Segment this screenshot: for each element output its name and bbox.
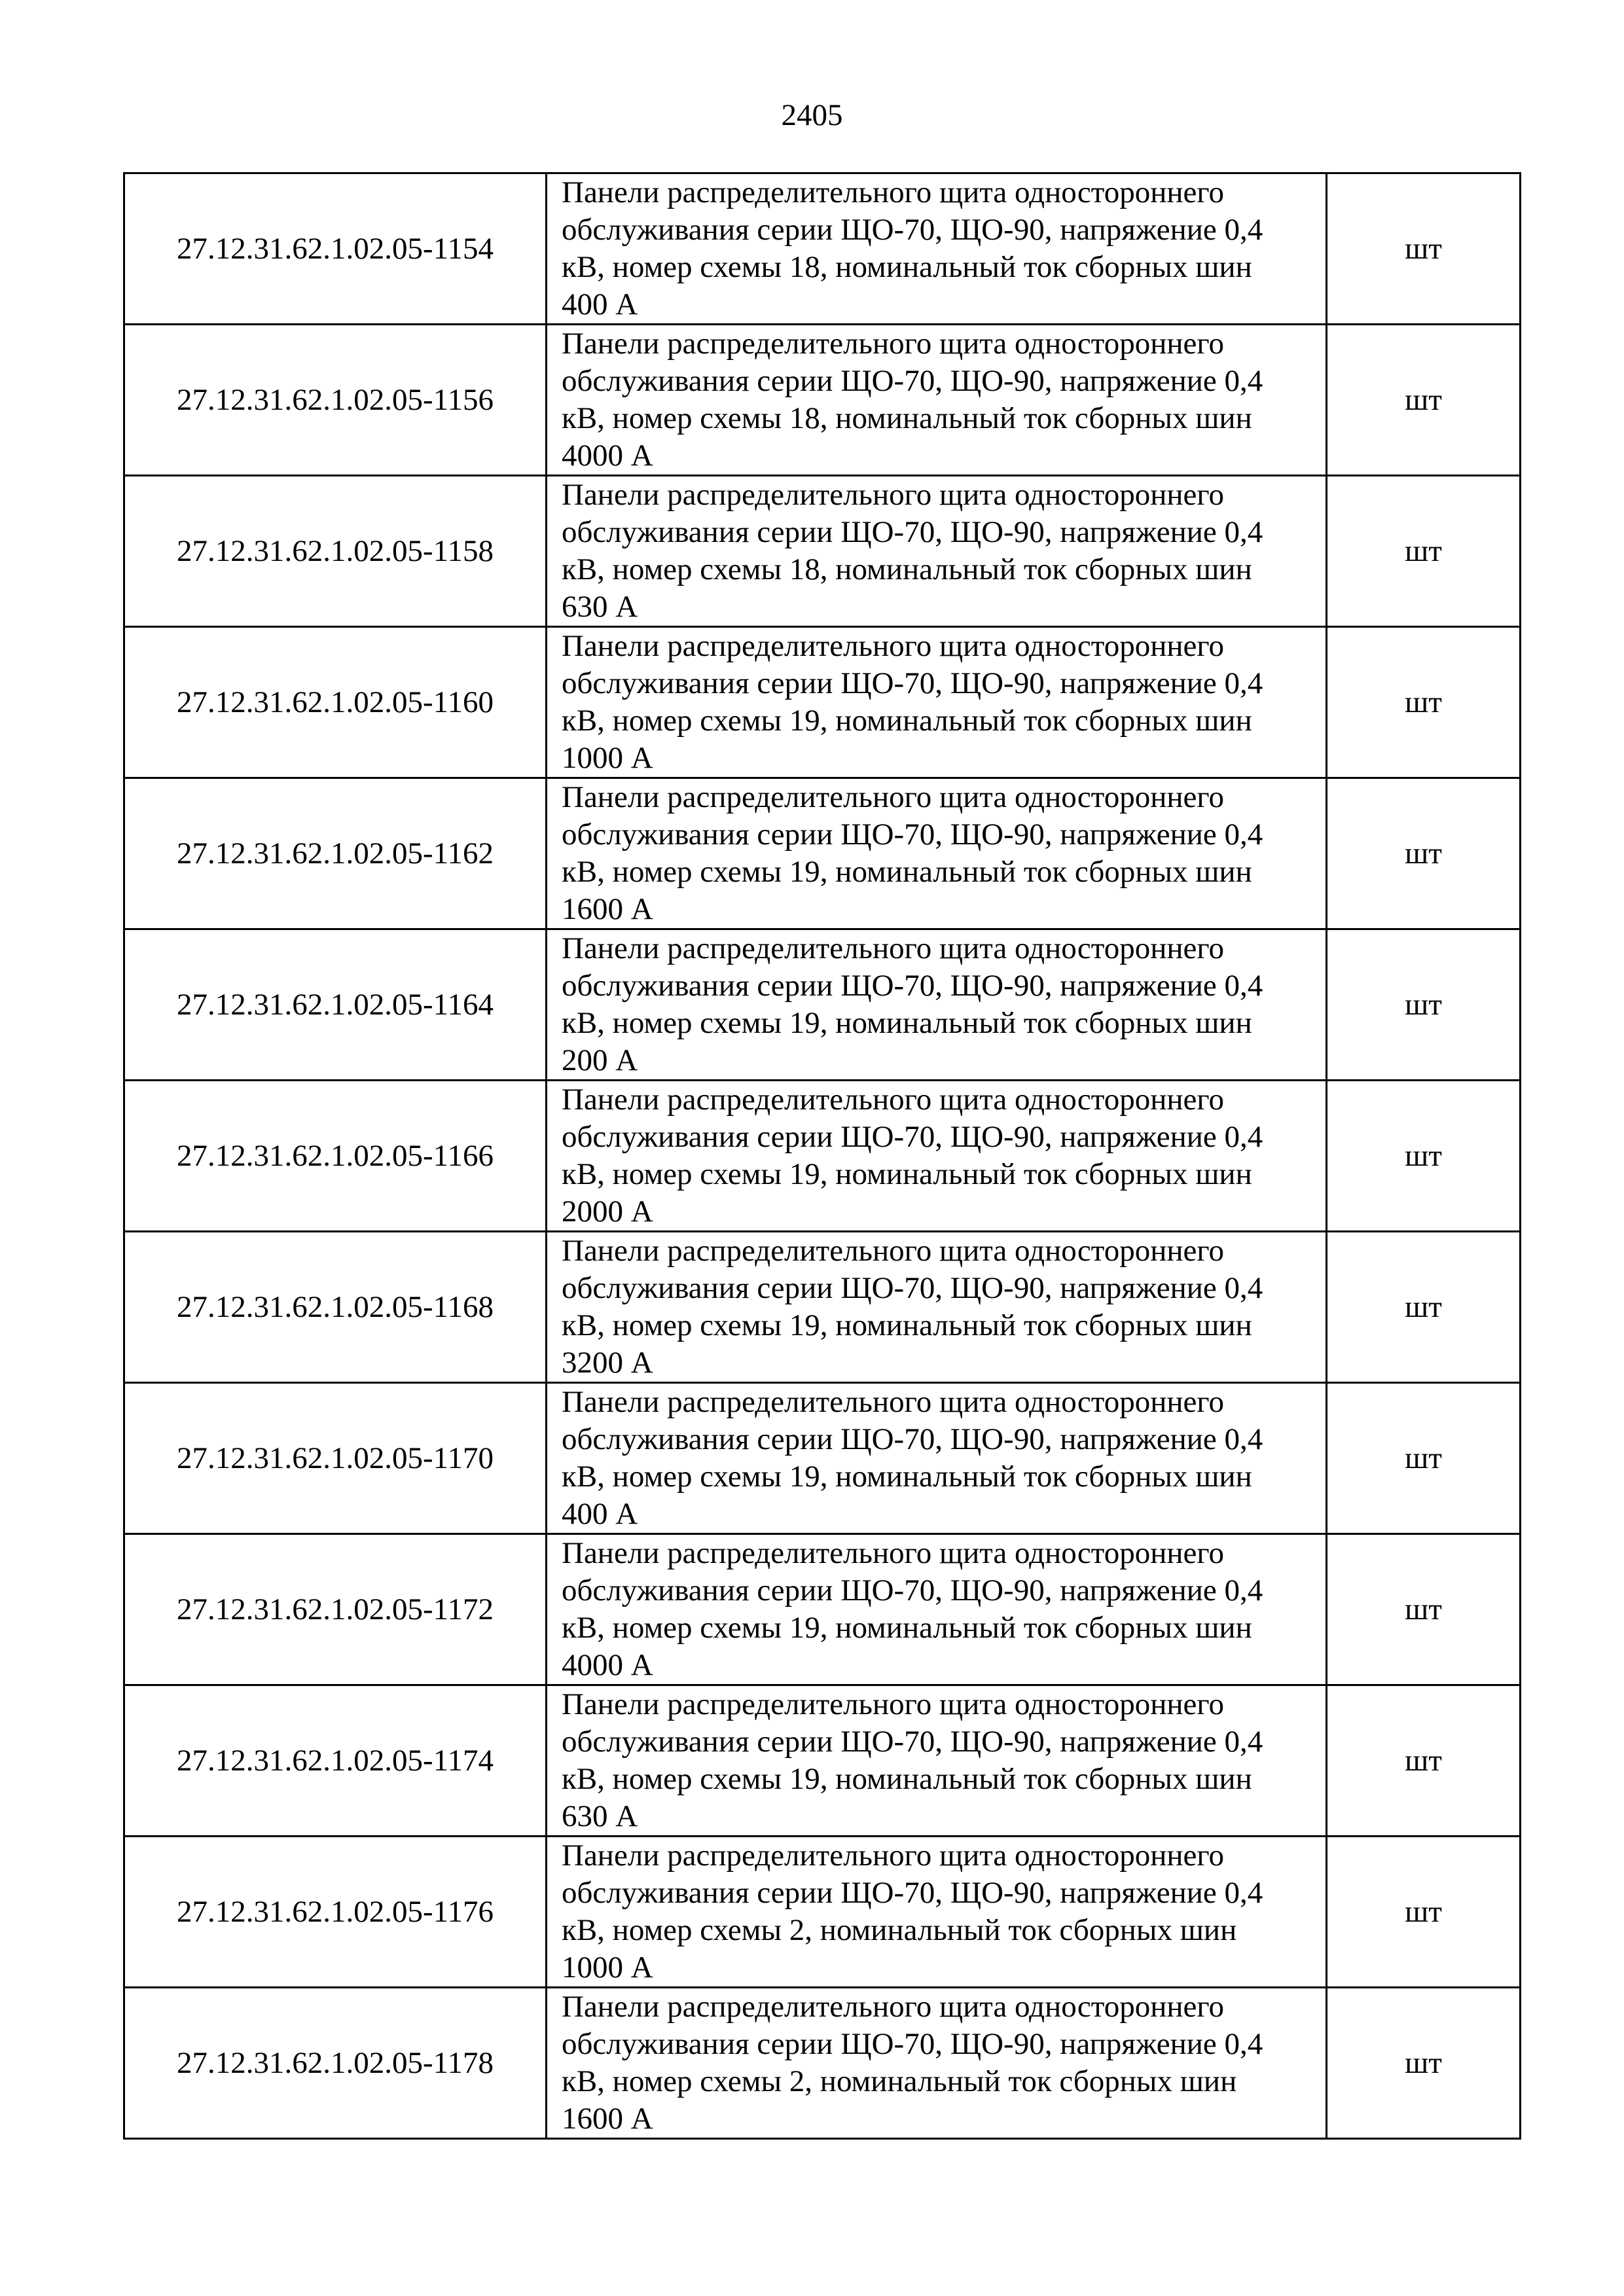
item-code: 27.12.31.62.1.02.05-1166: [124, 1081, 547, 1232]
item-code: 27.12.31.62.1.02.05-1168: [124, 1232, 547, 1383]
table-row: [124, 1837, 1521, 1988]
description-line: обслуживания серии ЩО-70, ЩО-90, напряжение 0,4: [562, 969, 1263, 1003]
item-unit: шт: [1327, 1534, 1521, 1685]
description-line: 1000 А: [562, 1950, 653, 1984]
item-code: 27.12.31.62.1.02.05-1176: [124, 1837, 547, 1988]
item-description: [547, 325, 1327, 476]
item-unit: шт: [1327, 325, 1521, 476]
description-line: кВ, номер схемы 18, номинальный ток сборных шин: [562, 552, 1252, 586]
page-number: 2405: [781, 98, 843, 132]
item-unit: шт: [1327, 929, 1521, 1081]
description-line: 3200 А: [562, 1346, 653, 1380]
description-line: кВ, номер схемы 19, номинальный ток сборных шин: [562, 1611, 1252, 1645]
description-line: обслуживания серии ЩО-70, ЩО-90, напряжение 0,4: [562, 515, 1263, 549]
description-line: обслуживания серии ЩО-70, ЩО-90, напряжение 0,4: [562, 666, 1263, 700]
description-line: кВ, номер схемы 2, номинальный ток сборных шин: [562, 1913, 1237, 1947]
item-unit: шт: [1327, 1837, 1521, 1988]
description-line: 1600 А: [562, 892, 653, 926]
item-description: [547, 1232, 1327, 1383]
description-line: обслуживания серии ЩО-70, ЩО-90, напряжение 0,4: [562, 1120, 1263, 1154]
item-unit: шт: [1327, 173, 1521, 325]
table-row: [124, 929, 1521, 1081]
item-code: 27.12.31.62.1.02.05-1164: [124, 929, 547, 1081]
item-description: [547, 1081, 1327, 1232]
description-line: Панели распределительного щита одностороннего: [562, 1385, 1224, 1419]
item-description: [547, 1988, 1327, 2139]
description-line: 1600 А: [562, 2102, 653, 2136]
price-table: [123, 172, 1521, 2140]
item-code: 27.12.31.62.1.02.05-1162: [124, 778, 547, 929]
description-line: Панели распределительного щита одностороннего: [562, 1536, 1224, 1570]
item-description: [547, 778, 1327, 929]
item-code: 27.12.31.62.1.02.05-1178: [124, 1988, 547, 2139]
table-row: [124, 173, 1521, 325]
item-unit: шт: [1327, 1685, 1521, 1837]
description-line: 200 А: [562, 1043, 638, 1077]
table-row: [124, 476, 1521, 627]
description-line: кВ, номер схемы 19, номинальный ток сборных шин: [562, 1006, 1252, 1040]
description-line: 400 А: [562, 1497, 638, 1531]
description-line: обслуживания серии ЩО-70, ЩО-90, напряжение 0,4: [562, 1725, 1263, 1759]
item-description: [547, 929, 1327, 1081]
item-code: 27.12.31.62.1.02.05-1172: [124, 1534, 547, 1685]
table-row: [124, 1534, 1521, 1685]
item-description: [547, 1685, 1327, 1837]
description-line: 400 А: [562, 287, 638, 321]
description-line: Панели распределительного щита одностороннего: [562, 1990, 1224, 2024]
description-line: кВ, номер схемы 18, номинальный ток сборных шин: [562, 250, 1252, 284]
description-line: Панели распределительного щита одностороннего: [562, 327, 1224, 361]
item-unit: шт: [1327, 1383, 1521, 1534]
item-code: 27.12.31.62.1.02.05-1154: [124, 173, 547, 325]
description-line: обслуживания серии ЩО-70, ЩО-90, напряжение 0,4: [562, 1422, 1263, 1456]
item-description: [547, 1383, 1327, 1534]
table-row: [124, 627, 1521, 778]
item-code: 27.12.31.62.1.02.05-1170: [124, 1383, 547, 1534]
table-row: [124, 778, 1521, 929]
description-line: обслуживания серии ЩО-70, ЩО-90, напряжение 0,4: [562, 1573, 1263, 1607]
item-unit: шт: [1327, 778, 1521, 929]
table-body: [124, 173, 1521, 2139]
table-row: [124, 1988, 1521, 2139]
description-line: Панели распределительного щита одностороннего: [562, 780, 1224, 814]
table-row: [124, 1081, 1521, 1232]
item-code: 27.12.31.62.1.02.05-1160: [124, 627, 547, 778]
description-line: 4000 А: [562, 439, 653, 473]
item-unit: шт: [1327, 627, 1521, 778]
description-line: кВ, номер схемы 2, номинальный ток сборных шин: [562, 2064, 1237, 2098]
item-unit: шт: [1327, 476, 1521, 627]
description-line: кВ, номер схемы 19, номинальный ток сборных шин: [562, 1762, 1252, 1796]
item-unit: шт: [1327, 1232, 1521, 1383]
item-description: [547, 173, 1327, 325]
item-description: [547, 627, 1327, 778]
description-line: Панели распределительного щита одностороннего: [562, 175, 1224, 209]
description-line: кВ, номер схемы 18, номинальный ток сборных шин: [562, 401, 1252, 435]
item-description: [547, 476, 1327, 627]
description-line: обслуживания серии ЩО-70, ЩО-90, напряжение 0,4: [562, 364, 1263, 398]
description-line: обслуживания серии ЩО-70, ЩО-90, напряжение 0,4: [562, 1271, 1263, 1305]
item-code: 27.12.31.62.1.02.05-1174: [124, 1685, 547, 1837]
description-line: 630 А: [562, 1799, 638, 1833]
description-line: кВ, номер схемы 19, номинальный ток сборных шин: [562, 855, 1252, 889]
table-row: [124, 325, 1521, 476]
item-code: 27.12.31.62.1.02.05-1156: [124, 325, 547, 476]
table-row: [124, 1685, 1521, 1837]
item-code: 27.12.31.62.1.02.05-1158: [124, 476, 547, 627]
description-line: кВ, номер схемы 19, номинальный ток сборных шин: [562, 1308, 1252, 1342]
description-line: Панели распределительного щита одностороннего: [562, 629, 1224, 663]
item-unit: шт: [1327, 1081, 1521, 1232]
description-line: обслуживания серии ЩО-70, ЩО-90, напряжение 0,4: [562, 817, 1263, 852]
description-line: 630 А: [562, 590, 638, 624]
description-line: 1000 А: [562, 741, 653, 775]
table-row: [124, 1232, 1521, 1383]
table-row: [124, 1383, 1521, 1534]
description-line: Панели распределительного щита одностороннего: [562, 1839, 1224, 1873]
description-line: 2000 А: [562, 1194, 653, 1229]
item-description: [547, 1837, 1327, 1988]
description-line: кВ, номер схемы 19, номинальный ток сборных шин: [562, 1157, 1252, 1191]
description-line: Панели распределительного щита одностороннего: [562, 1083, 1224, 1117]
description-line: обслуживания серии ЩО-70, ЩО-90, напряжение 0,4: [562, 1876, 1263, 1910]
description-line: 4000 А: [562, 1648, 653, 1682]
description-line: Панели распределительного щита одностороннего: [562, 931, 1224, 965]
description-line: обслуживания серии ЩО-70, ЩО-90, напряжение 0,4: [562, 213, 1263, 247]
description-line: обслуживания серии ЩО-70, ЩО-90, напряжение 0,4: [562, 2027, 1263, 2061]
item-unit: шт: [1327, 1988, 1521, 2139]
item-description: [547, 1534, 1327, 1685]
description-line: кВ, номер схемы 19, номинальный ток сборных шин: [562, 704, 1252, 738]
description-line: Панели распределительного щита одностороннего: [562, 1687, 1224, 1721]
description-line: Панели распределительного щита одностороннего: [562, 1234, 1224, 1268]
description-line: Панели распределительного щита одностороннего: [562, 478, 1224, 512]
description-line: кВ, номер схемы 19, номинальный ток сборных шин: [562, 1460, 1252, 1494]
